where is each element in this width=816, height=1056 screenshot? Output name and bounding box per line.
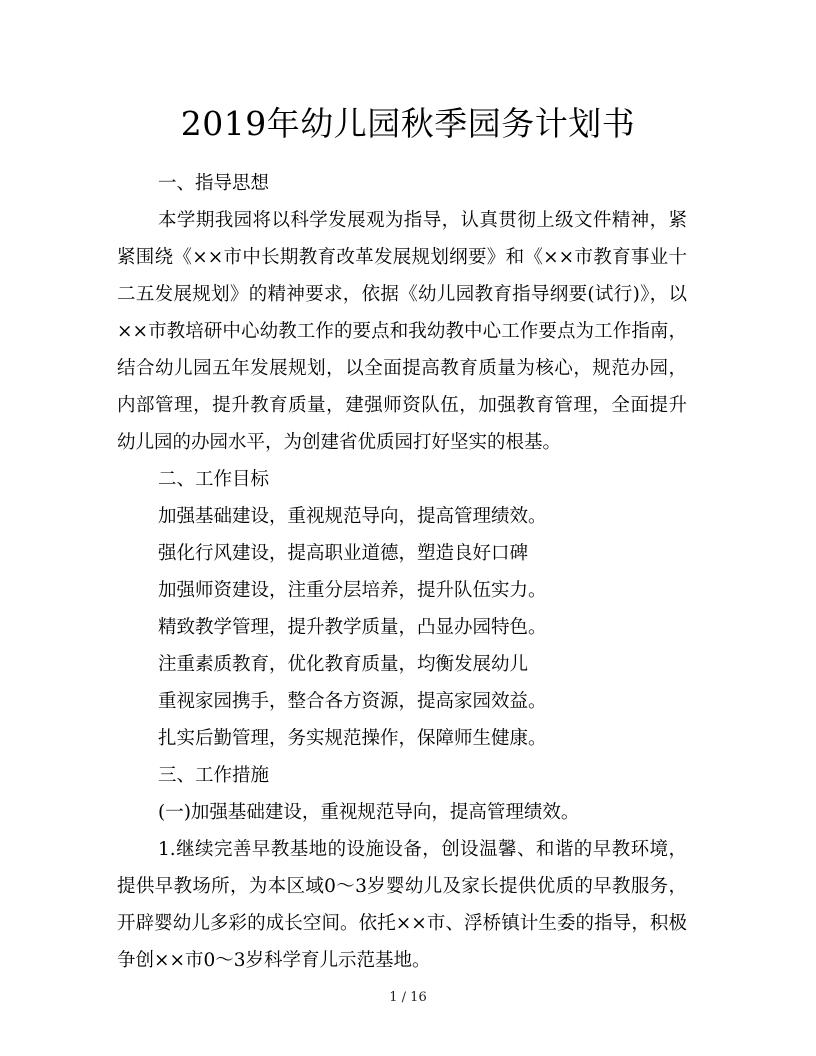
document-title: 2019年幼儿园秋季园务计划书 <box>180 104 636 143</box>
section-heading-guiding-thought: 一、指导思想 <box>158 173 270 194</box>
goal-item: 重视家园携手，整合各方资源，提高家园效益。 <box>158 691 547 712</box>
paragraph-early-education-base: 1.继续完善早教基地的设施设备，创设温馨、和谐的早教环境，提供早教场所，为本区域0～3岁婴幼儿及家长提供优质的早教服务，开辟婴幼儿多彩的成长空间。依托××市、浮桥镇计生委的指导，积极争创××市0～3岁科学育儿示范基地。 <box>117 839 687 971</box>
goal-item: 加强基础建设，重视规范导向，提高管理绩效。 <box>158 506 547 527</box>
section-heading-work-measures: 三、工作措施 <box>158 765 270 786</box>
goal-item: 注重素质教育，优化教育质量，均衡发展幼儿 <box>158 654 529 675</box>
goal-item: 扎实后勤管理，务实规范操作，保障师生健康。 <box>158 728 547 749</box>
page-indicator: 1 / 16 <box>389 990 427 1005</box>
goal-item: 精致教学管理，提升教学质量，凸显办园特色。 <box>158 617 547 638</box>
section-heading-work-goals: 二、工作目标 <box>158 469 270 490</box>
goal-item: 强化行风建设，提高职业道德，塑造良好口碑 <box>158 543 529 564</box>
paragraph-guiding-thought: 本学期我园将以科学发展观为指导，认真贯彻上级文件精神，紧紧围绕《××市中长期教育改革发展规划纲要》和《××市教育事业十二五发展规划》的精神要求，依据《幼儿园教育指导纲要(试行)》，以××市教培研中心幼教工作的要点和我幼教中心工作要点为工作指南，结合幼儿园五年发展规划，以全面提高教育质量为核心，规范办园，内部管理，提升教育质量，建强师资队伍，加强教育管理，全面提升幼儿园的办园水平，为创建省优质园打好坚实的根基。 <box>117 210 687 453</box>
goal-item: 加强师资建设，注重分层培养，提升队伍实力。 <box>158 580 547 601</box>
subsection-heading-infrastructure: (一)加强基础建设，重视规范导向，提高管理绩效。 <box>158 802 580 823</box>
document-body <box>117 165 687 979</box>
